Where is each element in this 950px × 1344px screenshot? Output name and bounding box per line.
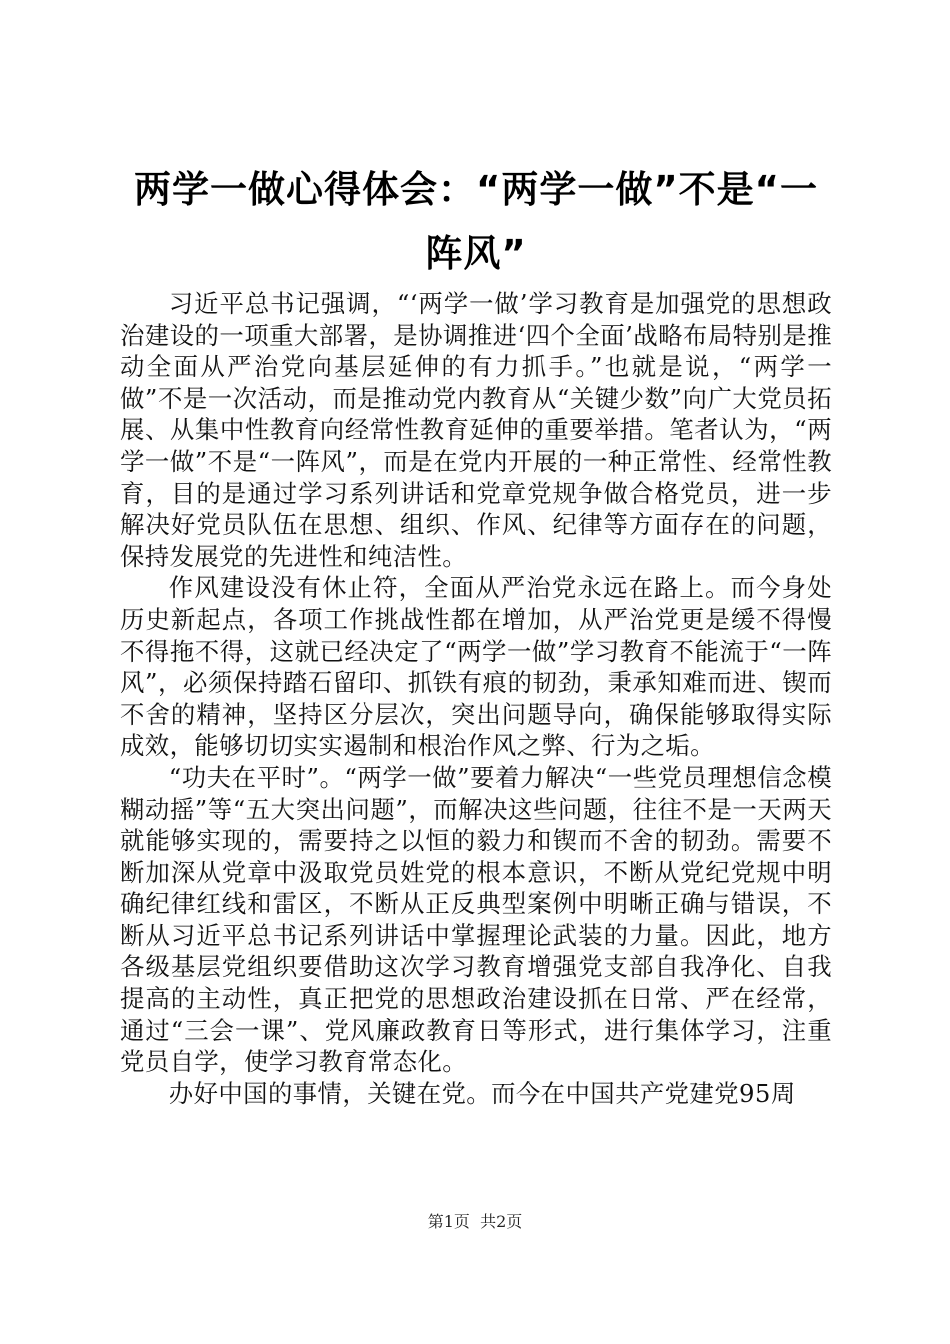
document-body	[120, 288, 832, 1109]
page-footer	[0, 1210, 950, 1234]
page-number-label: 第1页 共2页	[427, 1212, 523, 1231]
paragraph: 办好中国的事情，关键在党。而今在中国共产党建党95周	[168, 1078, 796, 1108]
document-title: 两学一做心得体会：“两学一做”不是“一阵风”	[134, 168, 818, 275]
paragraph: 作风建设没有休止符，全面从严治党永远在路上。而今身处历史新起点，各项工作挑战性都在增加，从严治党更是缓不得慢不得拖不得，这就已经决定了“两学一做”学习教育不能流于“一阵风”，必须保持踏石留印、抓铁有痕的韧劲，秉承知难而进、锲而不舍的精神，坚持区分层次，突出问题导向，确保能够取得实际成效，能够切切实实遏制和根治作风之弊、行为之垢。	[120, 573, 832, 761]
paragraph: “功夫在平时”。“两学一做”要着力解决“一些党员理想信念模糊动摇”等“五大突出问题”，而解决这些问题，往往不是一天两天就能够实现的，需要持之以恒的毅力和锲而不舍的韧劲。需要不断加深从党章中汲取党员姓党的根本意识，不断从党纪党规中明确纪律红线和雷区，不断从正反典型案例中明晰正确与错误，不断从习近平总书记系列讲话中掌握理论武装的力量。因此，地方各级基层党组织要借助这次学习教育增强党支部自我净化、自我提高的主动性，真正把党的思想政治建设抓在日常、严在经常，通过“三会一课”、党风廉政教育日等形式，进行集体学习，注重党员自学，使学习教育常态化。	[120, 762, 832, 1077]
paragraph: 习近平总书记强调，“‘两学一做’学习教育是加强党的思想政治建设的一项重大部署，是协调推进‘四个全面’战略布局特别是推动全面从严治党向基层延伸的有力抓手。”也就是说，“两学一做”不是一次活动，而是推动党内教育从“关键少数”向广大党员拓展、从集中性教育向经常性教育延伸的重要举措。笔者认为，“两学一做”不是“一阵风”，而是在党内开展的一种正常性、经常性教育，目的是通过学习系列讲话和党章党规争做合格党员，进一步解决好党员队伍在思想、组织、作风、纪律等方面存在的问题，保持发展党的先进性和纯洁性。	[120, 289, 832, 571]
